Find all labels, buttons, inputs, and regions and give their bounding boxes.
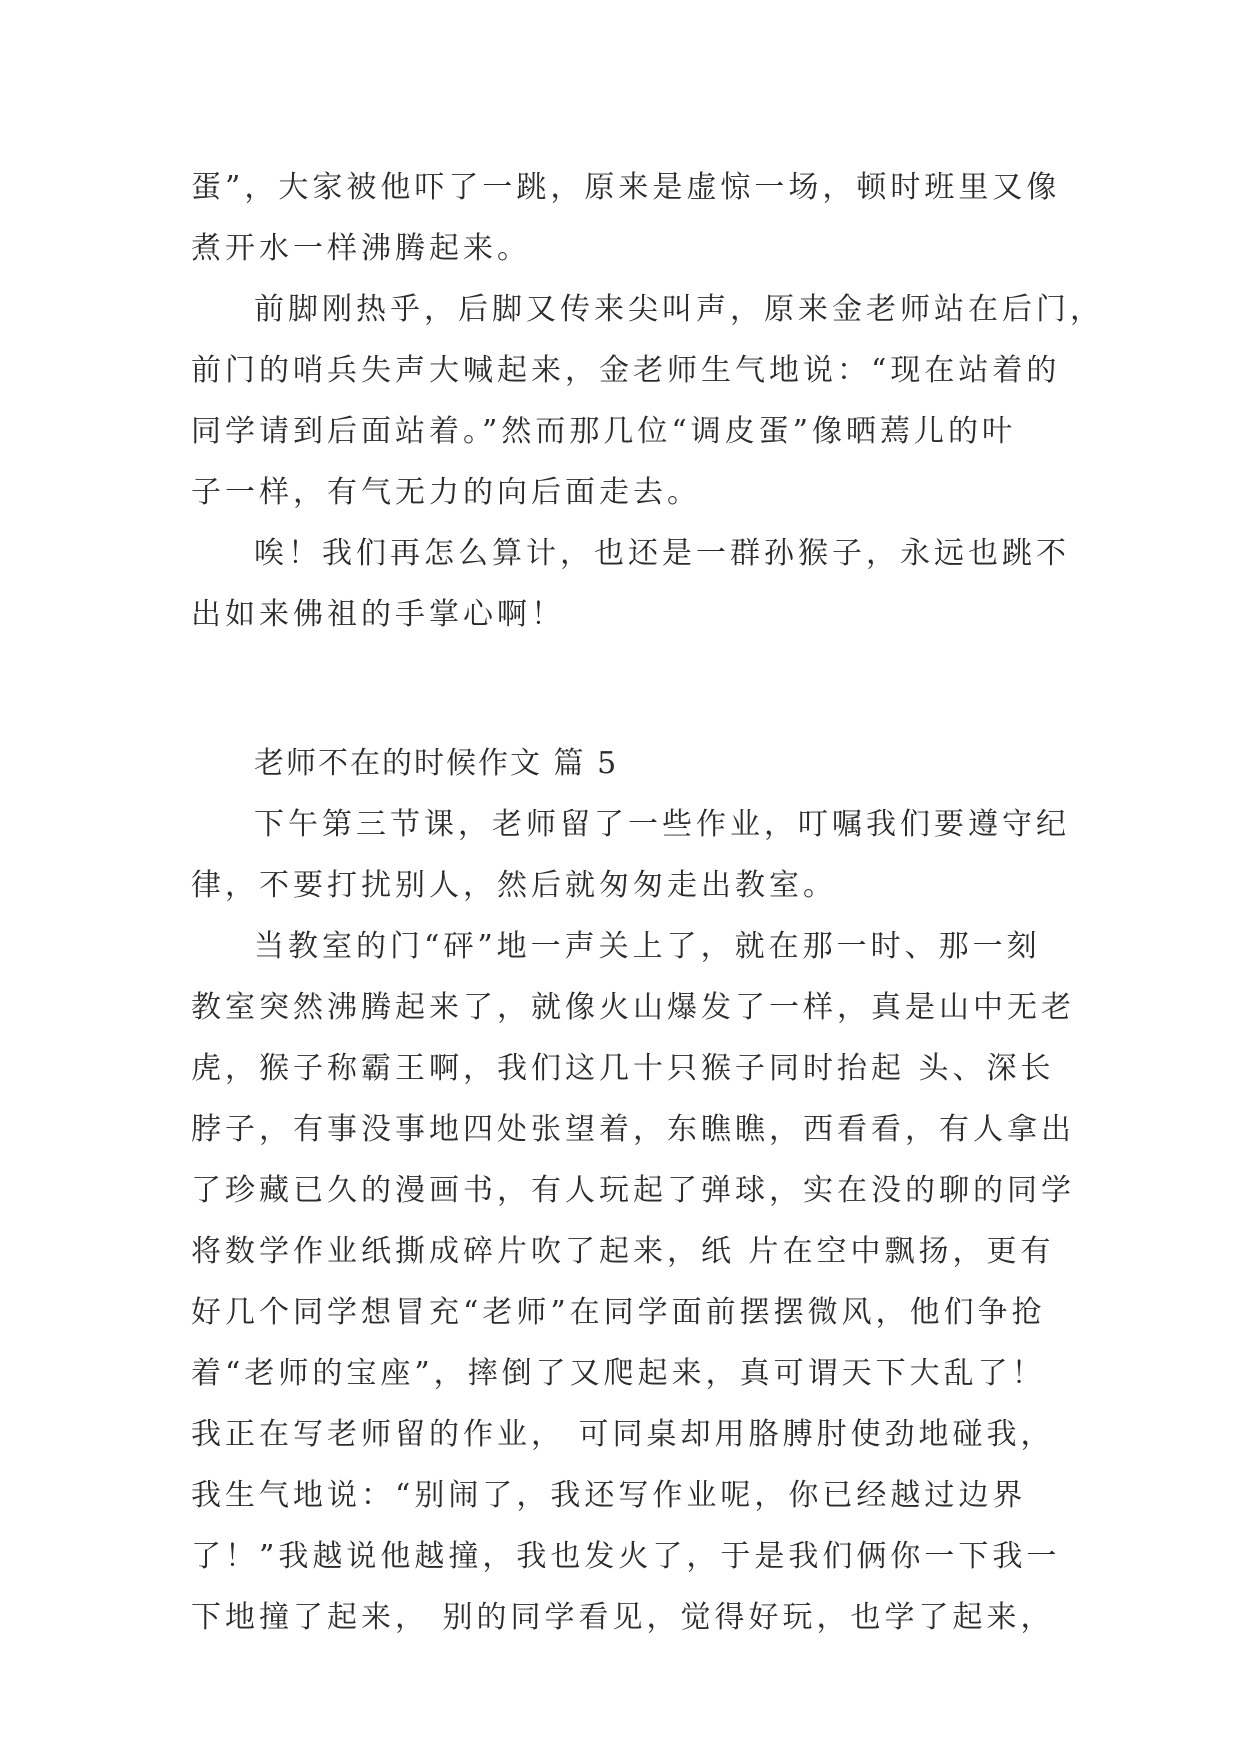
essay-body (191, 157, 1104, 1648)
text-line: 了珍藏已久的漫画书，有人玩起了弹球，实在没的聊的同学 (191, 1173, 1075, 1208)
text-line: 着“老师的宝座”，摔倒了又爬起来，真可谓天下大乱了！ (191, 1356, 1046, 1391)
text-line: 律，不要打扰别人，然后就匆匆走出教室。 (191, 868, 837, 903)
text-line: 了！”我越说他越撞，我也发火了，于是我们俩你一下我一 (191, 1539, 1061, 1574)
section-gap (191, 645, 1061, 733)
text-line: 出如来佛祖的手掌心啊！ (191, 597, 565, 632)
text-line: 下地撞了起来， 别的同学看见，觉得好玩，也学了起来， (191, 1600, 1055, 1635)
text-line: 脖子，有事没事地四处张望着，东瞧瞧，西看看，有人拿出 (191, 1112, 1075, 1147)
text-line: 我生气地说：“别闹了，我还写作业呢，你已经越过边界 (191, 1478, 1027, 1513)
text-line: 将数学作业纸撕成碎片吹了起来，纸 片在空中飘扬，更有 (191, 1234, 1055, 1269)
section-heading: 老师不在的时候作文 篇 5 (254, 746, 619, 781)
text-line: 虎，猴子称霸王啊，我们这几十只猴子同时抬起 头、深长 (191, 1051, 1055, 1086)
text-line: 同学请到后面站着。”然而那几位“调皮蛋”像晒蔫儿的叶 (191, 414, 1017, 449)
text-line: 我正在写老师留的作业， 可同桌却用胳膊肘使劲地碰我， (191, 1417, 1055, 1452)
text-line: 教室突然沸腾起来了，就像火山爆发了一样，真是山中无老 (191, 990, 1075, 1025)
text-line: 煮开水一样沸腾起来。 (191, 231, 531, 266)
paragraph-start-line: 当教室的门“砰”地一声关上了，就在那一时、那一刻 (254, 929, 1041, 964)
text-line: 子一样，有气无力的向后面走去。 (191, 475, 701, 510)
paragraph-start-line: 唉！我们再怎么算计，也还是一群孙猴子，永远也跳不 (254, 536, 1070, 571)
text-line: 好几个同学想冒充“老师”在同学面前摆摆微风，他们争抢 (191, 1295, 1046, 1330)
paragraph-start-line: 前脚刚热乎，后脚又传来尖叫声，原来金老师站在后门， (254, 292, 1104, 327)
text-line: 蛋”，大家被他吓了一跳，原来是虚惊一场，顿时班里又像 (191, 170, 1061, 205)
paragraph-start-line: 下午第三节课，老师留了一些作业，叮嘱我们要遵守纪 (254, 807, 1070, 842)
text-line: 前门的哨兵失声大喊起来，金老师生气地说：“现在站着的 (191, 353, 1061, 388)
